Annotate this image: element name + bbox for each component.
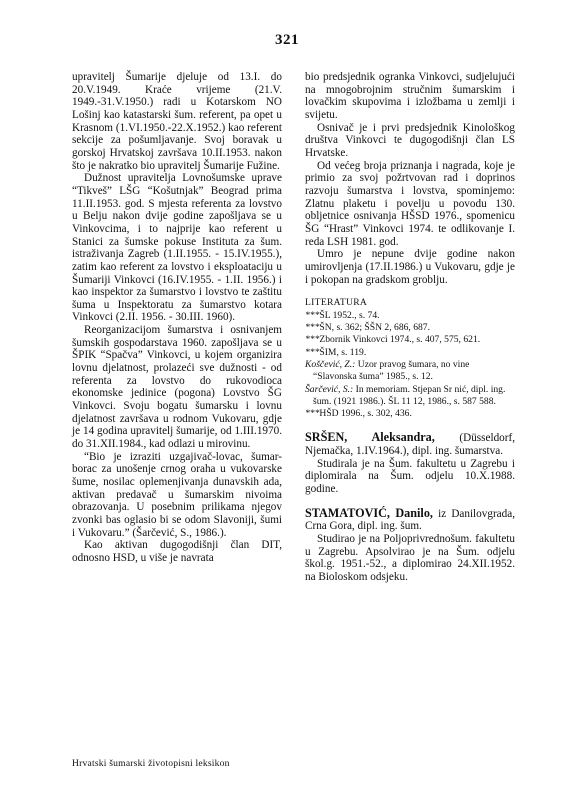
literature-stars: *** bbox=[305, 309, 320, 321]
literature-item bbox=[305, 408, 515, 420]
literature-item bbox=[305, 334, 515, 346]
entry-name: SRŠEN, Aleksandra, bbox=[305, 430, 435, 445]
entry-body: Studirala je na Šum. fakultetu u Zagrebu i diplomirala na Šum. odjelu 10.X.1988. godine. bbox=[305, 457, 515, 496]
literature-stars: *** bbox=[305, 408, 320, 420]
entry-header bbox=[305, 431, 515, 457]
literature-text: ŠN, s. 362; ŠŠN 2, 686, 687. bbox=[319, 322, 431, 334]
literature-section bbox=[305, 297, 515, 420]
entry-srsen bbox=[305, 431, 515, 495]
paragraph: “Bio je izraziti uzgajivač-lovac, šumar-borac za unošenje crnog oraha u vukovarske šume, nosilac oplemenjivanja dunavskih ada, aktivan predavač u šumarskim nivoima obrazovanja. U posebnim prilikama njegov zvonki bas oglasio bi se odom Slavoniji, šumi i Vukovaru.” (Šarčević, S., 1986.). bbox=[72, 450, 282, 539]
literature-item bbox=[305, 384, 515, 409]
entry-stamatovic bbox=[305, 507, 515, 584]
page-number: 321 bbox=[275, 32, 299, 48]
paragraph: Kao aktivan dugogodišnji član DIT, odnosno HSD, u više je navrata bbox=[72, 539, 282, 564]
paragraph: bio predsjednik ogranka Vinkovci, sudjelujući na mnogobrojnim stručnim šumarskim i lovačkim skupovima i izložbama u zemlji i svijetu. bbox=[305, 71, 515, 121]
right-column bbox=[305, 71, 515, 584]
literature-stars: *** bbox=[305, 334, 320, 346]
paragraph: upravitelj Šumarije djeluje od 13.I. do 20.V.1949. Kraće vrijeme (21.V. 1949.-31.V.1950.) radi u Kotarskom NO Lošinj kao katastarski šum. referent, pa opet u Krasnom (1.VI.1950.-22.X.1952.) kao referent sekcije za pošumljavanje. Svoj boravak u gorskoj Hrvatskoj završava 10.II.1953. nakon što je nakratko bio upravitelj Šumarije Fužine. bbox=[72, 71, 282, 172]
literature-author: Šarčević, S.: bbox=[305, 383, 354, 395]
paragraph: Od većeg broja priznanja i nagrada, koje je primio za svoj požrtvovan rad i doprinos razvoju šumarstva i lovstva, spominjemo: Zlatnu plaketu i povelju u povodu 130. obljetnice osnivanja HŠSD 1976., spomenicu ŠG “Hrast” Vinkovci 1974. te odlikovanje I. reda LSH 1981. god. bbox=[305, 159, 515, 248]
left-column bbox=[72, 71, 282, 565]
literature-item bbox=[305, 322, 515, 334]
paragraph: Reorganizacijom šumarstva i osnivanjem šumskih gospodarstava 1960. zapošljava se u ŠPIK “Spačva” Vinkovci, u kojem organizira lovnu djelatnost, prolazeći sve dužnosti - od referenta za lovstvo do rukovodioca ekonomske jedinice (pogona) Lovstvo ŠG Vinkovci. Svoju bogatu šumarsku i lovnu djelatnost završava u rodnom Vukovaru, gdje je 14 godina upravitelj šumarije, od 1.III.1970. do 31.XII.1984., kad odlazi u mirovinu. bbox=[72, 324, 282, 451]
footer: Hrvatski šumarski životopisni leksikon bbox=[72, 758, 230, 769]
literature-text: Uzor pravog šumara, no vine “Slavonska šuma” 1985., s. 12. bbox=[313, 359, 470, 383]
literature-item bbox=[305, 359, 515, 384]
literature-text: ŠL 1952., s. 74. bbox=[319, 309, 380, 321]
literature-stars: *** bbox=[305, 322, 320, 334]
literature-item bbox=[305, 310, 515, 322]
literature-text: ŠIM, s. 119. bbox=[319, 346, 367, 358]
literature-author: Koščević, Z.: bbox=[305, 359, 356, 370]
literature-text: In memoriam. Stjepan Sr nić, dipl. ing. šum. (1921 1986.). ŠL 11 12, 1986., s. 587 588. bbox=[313, 383, 506, 407]
entry-header bbox=[305, 507, 515, 533]
literature-stars: *** bbox=[305, 346, 320, 358]
literature-text: Zbornik Vinkovci 1974., s. 407, 575, 621. bbox=[319, 334, 481, 346]
entry-body: Studirao je na Poljoprivrednošum. fakultetu u Zagrebu. Apsolvirao je na Šum. odjelu škol.g. 1951.-52., a diplomirao 24.XII.1952. na Bioloskom odsjeku. bbox=[305, 533, 515, 584]
paragraph: Osnivač je i prvi predsjednik Kinološkog društva Vinkovci te dugogodišnji član LS Hrvatske. bbox=[305, 121, 515, 159]
entry-header-rest: (Düsseldorf, Njemačka, 1.IV.1964.), dipl. ing. šumarstva. bbox=[305, 432, 515, 458]
literature-heading: LITERATURA bbox=[305, 297, 368, 309]
literature-text: HŠD 1996., s. 302, 436. bbox=[319, 408, 412, 420]
entry-name: STAMATOVIĆ, Danilo, bbox=[305, 505, 433, 520]
literature-item bbox=[305, 347, 515, 359]
entry-header-rest: iz Danilovgrada, Crna Gora, dipl. ing. šum. bbox=[305, 507, 515, 533]
paragraph: Dužnost upravitelja Lovnošumske uprave “Tikveš” LŠG “Košutnjak” Beograd prima 11.II.1953. god. S mjesta referenta za lovstvo u Belju nakon dvije godine zapošljava se u Vinkovcima, i to najprije kao referent u Stanici za šumske pokuse Instituta za šum. istraživanja Zagreb (1.II.1955. - 15.IV.1955.), zatim kao referent za lovstvo i eksploataciju u Šumariji Vinkovci (16.IV.1955. - 1.II. 1956.) i kao inspektor za šumarstvo i lovstvo te zaštitu šuma u Inspektoratu za šumarstvo kotara Vinkovci (2.II. 1956. - 30.III. 1960). bbox=[72, 172, 282, 324]
paragraph: Umro je nepune dvije godine nakon umirovljenja (17.II.1986.) u Vukovaru, gdje je i pokopan na gradskom groblju. bbox=[305, 248, 515, 286]
